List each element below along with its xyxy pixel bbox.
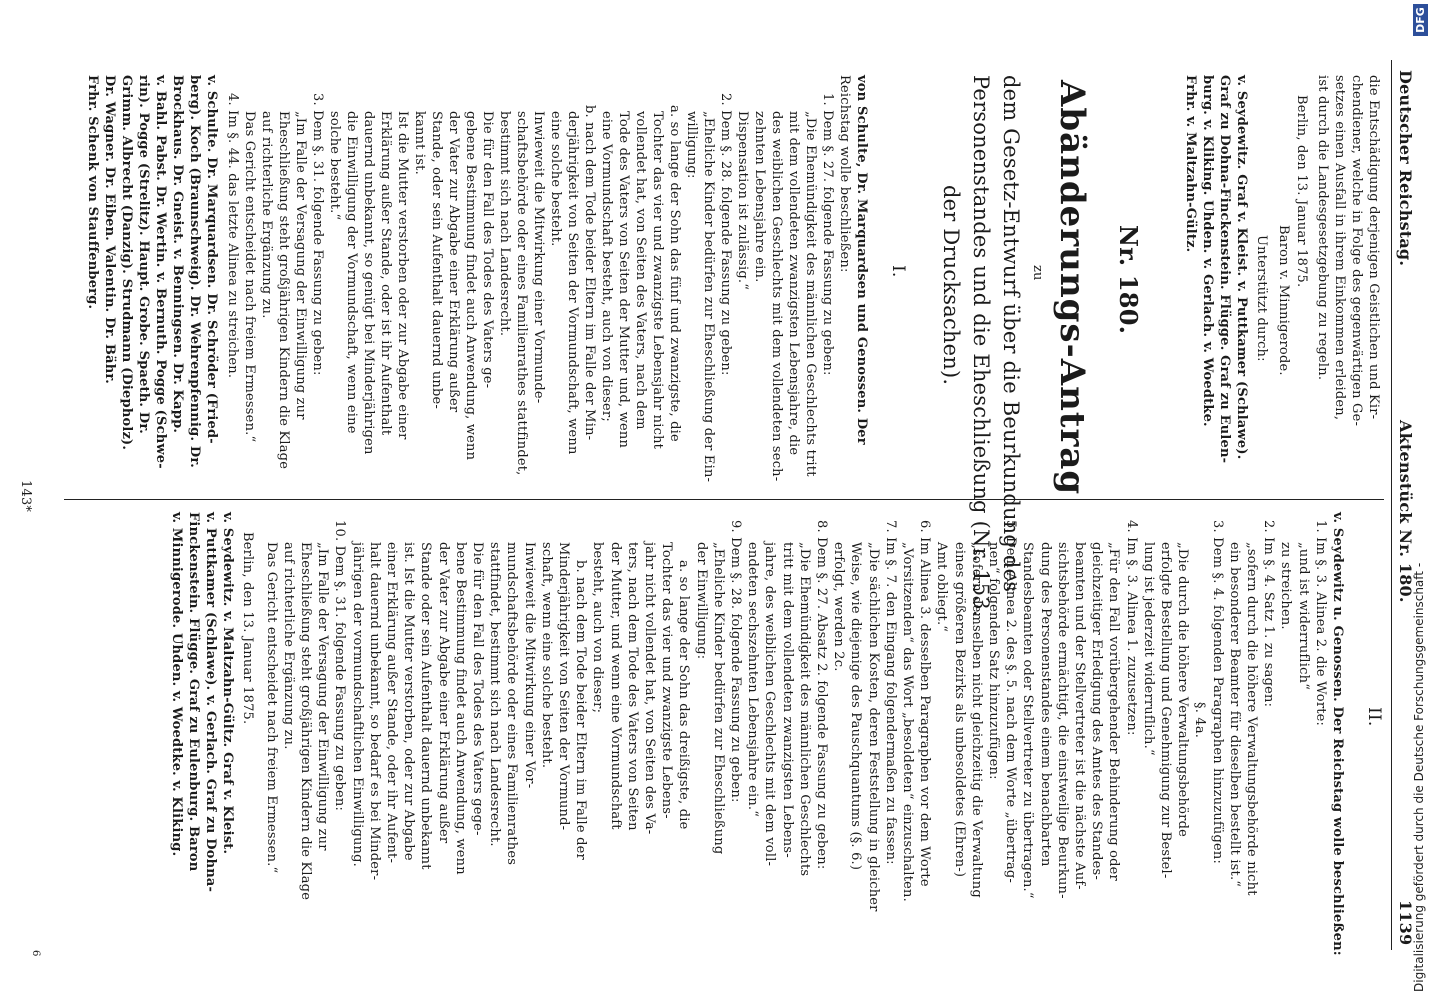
right-date: Berlin, den 13. Januar 1875. [240, 532, 256, 725]
body-line-left: willigung: [684, 111, 699, 179]
body-line-left: mit dem vollendeten zwanzigsten Lebensjahre, die [786, 111, 801, 456]
body-line-right: 1. Im §. 3. Alinea 2. die Worte: [1312, 520, 1328, 727]
body-line-left: 2. Dem §. 28. folgende Fassung zu geben: [718, 93, 733, 376]
signer-line-left: Dr. Wagner. Dr. Eiben. Valentin. Dr. Bähr. [102, 75, 117, 384]
dfg-logo: DFG [1413, 4, 1428, 36]
body-line-left: „Im Falle der Versagung der Einwilligung zur [293, 111, 308, 420]
body-line-left: vollendet hat, von Seiten des Vaters, nach dem [633, 111, 648, 430]
body-line-right: „Die sächlichen Kosten, deren Feststellung in gleicher [865, 542, 881, 912]
body-line-right: Tochter das vier und zwanzigste Lebens- [659, 542, 675, 819]
body-line-right: stattfindet, bestimmt sich nach Landesrecht. [487, 542, 503, 847]
page-number: 1139 [1396, 900, 1415, 946]
body-line-right: 6. Im Alinea 3. desselben Paragraphen vor dem Worte [917, 520, 933, 887]
signer-line-left: Frhr. Schenk von Stauffenberg. [85, 75, 100, 310]
body-line-right: der Vater zur Abgabe einer Erklärung außer [435, 542, 451, 844]
body-line-right: 5. Dem Alinea 2. des §. 5. nach dem Worte „übertrag- [1003, 520, 1019, 884]
body-line-right: dung des Personenstandes einem benachbarten [1037, 542, 1053, 867]
body-line-left: „Die Ehemündigkeit des männlichen Geschlechts tritt [803, 111, 818, 477]
body-line-right: Standesbeamten oder Stellvertreter zu übertragen.“ [1020, 542, 1036, 899]
supporter-line: Frhr. v. Maltzahn-Gültz. [1183, 75, 1198, 253]
body-line-left: bestimmt sich nach Landesrecht. [497, 111, 512, 337]
body-line-right: 7. Im §. 7. den Eingang folgendermaßen zu fassen: [882, 520, 898, 865]
body-line-right: 8. Dem §. 27. Absatz 2. folgende Fassung zu geben: [814, 520, 829, 870]
supported-by: Unterstützt durch: [1254, 235, 1269, 362]
body-line-right: jährigen der vormundschaftlichen Einwilligung. [349, 542, 365, 867]
body-line-right: Weise, wie diejenige des Pauschquantums (§. 6.) [848, 542, 864, 871]
body-line-right: ist. Ist die Mutter verstorben, oder zur Abgabe [401, 542, 417, 861]
body-line-right: sichtsbehörde ermächtigt, die einstweilige Beurkun- [1054, 542, 1070, 899]
intro-line: die Entschädigung derjenigen Geistlichen und Kir- [1366, 75, 1381, 420]
body-line-left: von Schulte, Dr. Marquardsen und Genossen. Der [854, 75, 869, 445]
body-line-right: tritt mit dem vollendeten zwanzigsten Lebens- [779, 542, 795, 858]
body-line-right: schaft, wenn eine solche besteht. [538, 542, 554, 769]
intro-line: setzes einen Ausfall in ihrem Einkommen erleiden, [1332, 75, 1347, 421]
body-line-right: „Vorsitzenden“ das Wort „besoldeten“ einzuschalten. [900, 542, 915, 902]
column-divider [64, 499, 1384, 500]
body-line-right: „Eheliche Kinder bedürfen zur Eheschließung [710, 542, 726, 855]
body-line-right: Amt obliegt.“ [934, 542, 950, 633]
subject-line: der Drucksachen). [939, 185, 963, 386]
body-line-right: „Die durch die höhere Verwaltungsbehörde [1175, 542, 1191, 837]
signer-line-left: v. Bahl. Pabst. Dr. Wertin. v. Bernuth. Pogge (Schwe- [153, 75, 168, 469]
body-line-left: 4. Im §. 44. das letzte Alinea zu streichen. [225, 93, 240, 379]
body-line-left: Reichstag wolle beschließen: [837, 75, 852, 273]
body-line-right: 9. Dem §. 28. folgende Fassung zu geben: [728, 520, 743, 803]
body-line-left: zehnten Lebensjahre ein. [752, 111, 767, 283]
signer-line-right: v. Puttkamer (Schlawe). v. Gerlach. Graf zu Dohna- [203, 512, 219, 893]
body-line-right: lung ist jederzeit widerruflich.“ [1140, 542, 1156, 756]
body-line-left: Das Gericht entscheidet nach freiem Ermessen.“ [242, 111, 257, 443]
body-line-right: Die für den Fall des Todes des Vaters gege- [470, 542, 485, 836]
section-roman-i: I. [888, 265, 908, 278]
document-title: Abänderungs-Antrag [1052, 80, 1092, 496]
left-signer: Baron v. Minnigerode. [1276, 225, 1291, 376]
body-line-right: 4. Im §. 3. Alinea 1. zuzusetzen: [1123, 520, 1139, 736]
signer-line-right: Finckenstein. Flügge. Graf zu Eulenburg. Baron [186, 512, 202, 872]
body-line-right: „Im Falle der Versagung der Einwilligung zur [315, 542, 331, 851]
intro-line: ist durch die Landesgesetzgebung zu regeln. [1315, 75, 1330, 381]
body-line-right: jahr nicht vollendet hat, von Seiten des Va- [642, 542, 657, 835]
header-rule [1391, 60, 1392, 950]
supporter-line: v. Seydewitz. Graf v. Kleist. v. Puttkamer (Schlawe). [1234, 75, 1249, 460]
body-line-left: eine Vormundschaft besteht, auch von dieser; [599, 111, 614, 422]
body-line-left: des weiblichen Geschlechts mit dem vollendeten sech- [769, 111, 784, 482]
signer-line-left: rin). Pogge (Strelitz). Haupt. Grobe. Spaeth. Dr. [136, 75, 151, 434]
body-line-right: besteht, auch von dieser; [590, 542, 606, 714]
body-line-left: „Eheliche Kinder bedürfen zur Eheschließung der Ein- [701, 111, 716, 483]
dfg-credit [1412, 563, 1426, 992]
body-line-right: der Mutter, und wenn eine Vormundschaft [607, 542, 623, 830]
body-line-right: 10. Dem §. 31. folgende Fassung zu geben: [332, 520, 348, 812]
body-line-left: Die für den Fall des Todes des Vaters ge- [480, 111, 495, 389]
subject-line: dem Gesetz-Entwurf über die Beurkundung des [999, 75, 1023, 593]
body-line-right: der Einwilligung: [693, 542, 709, 660]
body-line-right: „sofern durch die höhere Verwaltungsbehörde nicht [1244, 542, 1259, 896]
body-line-right: jahre, des weiblichen Geschlechts mit dem voll- [762, 542, 778, 867]
body-line-right: gleichzeitiger Erledigung des Amtes des Standes- [1089, 542, 1105, 880]
body-line-left: 1. Dem §. 27. folgende Fassung zu geben: [820, 93, 835, 376]
corner-mark: 6 [30, 950, 41, 957]
body-line-right: endeten sechszehnten Lebensjahre ein.“ [745, 542, 761, 818]
body-line-right: Stande oder sein Aufenthalt dauernd unbekannt [418, 542, 434, 870]
body-line-left: dauernd unbekannt, so genügt bei Minderjährigen [361, 111, 376, 455]
signer-line-right: v. Seydewitz. v. Maltzahn-Gültz. Graf v. Kleist. [220, 512, 236, 855]
body-line-right: einer Erklärung außer Stande, oder ihr Aufent- [384, 542, 399, 864]
body-line-right: „sofern demselben nicht gleichzeitig die Verwaltung [968, 542, 984, 898]
intro-line: chendiener, welche in Folge des gegenwärtigen Ge- [1349, 75, 1364, 427]
body-line-right: zu streichen. [1278, 542, 1294, 630]
signer-line-left: berg). Koch (Braunschweig). Dr. Wehrenpfennig. Dr. [187, 75, 202, 468]
subject-line: Personenstandes und die Eheschließung (Nr. 153. [969, 75, 993, 617]
body-line-right: v. Seydewitz u. Genossen. Der Reichstag wolle beschließen: [1330, 512, 1345, 956]
body-line-left: Stande, oder sein Aufenthalt dauernd unbe- [429, 111, 444, 409]
body-line-left: Inwieweit die Mitwirkung einer Vormunde- [531, 111, 546, 404]
body-line-right: Minderjährigkeit von Seiten der Vormund- [556, 542, 571, 831]
body-line-right: beamten und der Stellvertreter ist die nächste Auf- [1072, 542, 1087, 890]
body-line-left: eine solche besteht. [548, 111, 563, 247]
zu-label: zu [1030, 265, 1045, 281]
left-date: Berlin, den 13. Januar 1875. [1294, 95, 1309, 288]
body-line-left: auf richterliche Ergänzung zu. [259, 111, 274, 319]
header-center: Aktenstück Nr. 180. [1396, 420, 1415, 603]
body-line-left: solche besteht.“ [327, 111, 342, 221]
body-line-left: 3. Dem §. 31. folgende Fassung zu geben: [310, 93, 325, 376]
body-line-left: Eheschließung steht großjährigen Kindern die Klage [276, 111, 291, 470]
body-line-right: bene Bestimmung findet auch Anwendung, wenn [452, 542, 468, 875]
body-line-right: 2. Im §. 4. Satz 1. zu sagen: [1261, 520, 1277, 708]
body-line-right: 3. Dem §. 4. folgenden Paragraphen hinzuzufügen: [1209, 520, 1225, 865]
supporter-line: burg. v. Kliking. Uhden. v. Gerlach. v. Woedtke. [1200, 75, 1215, 427]
dfg-credit-text: Digitalisierung gefördert durch die Deutsche Forschungsgemeinschaft - [1412, 562, 1426, 992]
body-line-left: Tode des Vaters von Seiten der Mutter und, wenn [616, 111, 631, 449]
body-line-right: halt dauernd unbekannt, so bedarf es bei Minder- [366, 542, 382, 881]
body-line-right: „Die Ehemündigkeit des männlichen Geschlechts [796, 542, 812, 877]
section-roman-ii: II. [1364, 707, 1384, 727]
body-line-right: a. so lange der Sohn das dreißigste, die [676, 560, 692, 830]
body-line-left: derjährigkeit von Seiten der Vormundschaft, wenn [565, 111, 580, 455]
body-line-left: kannt ist. [412, 111, 427, 175]
header-left: Deutscher Reichstag. [1396, 70, 1415, 267]
signer-line-left: Grimm. Albrecht (Danzig). Strudmann (Diepholz). [119, 75, 134, 451]
body-line-left: Tochter das vier und zwanzigste Lebensjahr nicht [650, 111, 665, 450]
document-number: Nr. 180. [1114, 225, 1143, 335]
body-line-right: erfolgt, werden 2c. [831, 542, 847, 672]
body-line-right: auf richterliche Ergänzung zu. [280, 542, 296, 750]
signer-line-left: Brockhaus. Dr. Gneist. v. Benningsen. Dr. Kapp. [170, 75, 185, 434]
body-line-right: b. nach dem Tode beider Eltern im Falle der [573, 560, 589, 860]
signer-line-left: v. Schulte. Dr. Marquardsen. Dr. Schröder (Fried- [204, 75, 219, 444]
body-line-left: Ist die Mutter verstorben oder zur Abgabe einer [395, 111, 410, 440]
body-line-right: Das Gericht entscheidet nach freiem Ermessen.“ [263, 542, 279, 874]
body-line-right: ein besonderer Beamter für dieselben bestellt ist.“ [1226, 542, 1242, 888]
body-line-left: a. so lange der Sohn das fünf und zwanzigste, die [667, 105, 682, 442]
signature-mark: 143* [18, 480, 33, 513]
body-line-right: „und ist widerruflich“ [1295, 542, 1311, 691]
body-line-right: eines größeren Bezirks als unbesoldetes (Ehren-) [951, 542, 967, 878]
body-line-left: schaftsbehörde oder eines Familienrathes stattfindet, [514, 111, 529, 476]
body-line-right: Eheschließung steht großjährigen Kindern die Klage [298, 542, 313, 901]
body-line-right: erfolgte Bestellung und Genehmigung zur Bestel- [1158, 542, 1173, 879]
body-line-right: Inwieweit die Mitwirkung einer Vor- [521, 542, 537, 789]
supporter-line: Graf zu Dohna-Finckenstein. Flügge. Graf zu Eulen- [1217, 75, 1232, 464]
signer-line-right: v. Minnigerode. Uhden. v. Woedtke. v. Kliking. [169, 512, 185, 857]
body-line-left: gebene Bestimmung findet auch Anwendung, wenn [463, 111, 478, 461]
body-line-left: die Einwilligung der Vormundschaft, wenn eine [344, 111, 359, 434]
body-line-right: „Für den Fall vorübergehender Behinderung oder [1106, 542, 1122, 881]
body-line-right: mundschaftsbehörde oder eines Familienrathes [504, 542, 520, 866]
body-line-left: Dispensation ist zulässig.“ [735, 111, 750, 291]
body-line-right: §. 4a. [1192, 702, 1208, 739]
body-line-right: ters, nach dem Tode des Vaters von Seiten [624, 542, 640, 831]
body-line-left: b. nach dem Tode beider Eltern im Falle der Min- [582, 105, 597, 441]
body-line-left: der Vater zur Abgabe einer Erklärung außer [446, 111, 461, 413]
body-line-left: Erklärung außer Stande, oder ist ihr Aufenthalt [378, 111, 393, 436]
body-line-right: nen“ folgenden Satz hinzuzufügen: [986, 542, 1001, 780]
